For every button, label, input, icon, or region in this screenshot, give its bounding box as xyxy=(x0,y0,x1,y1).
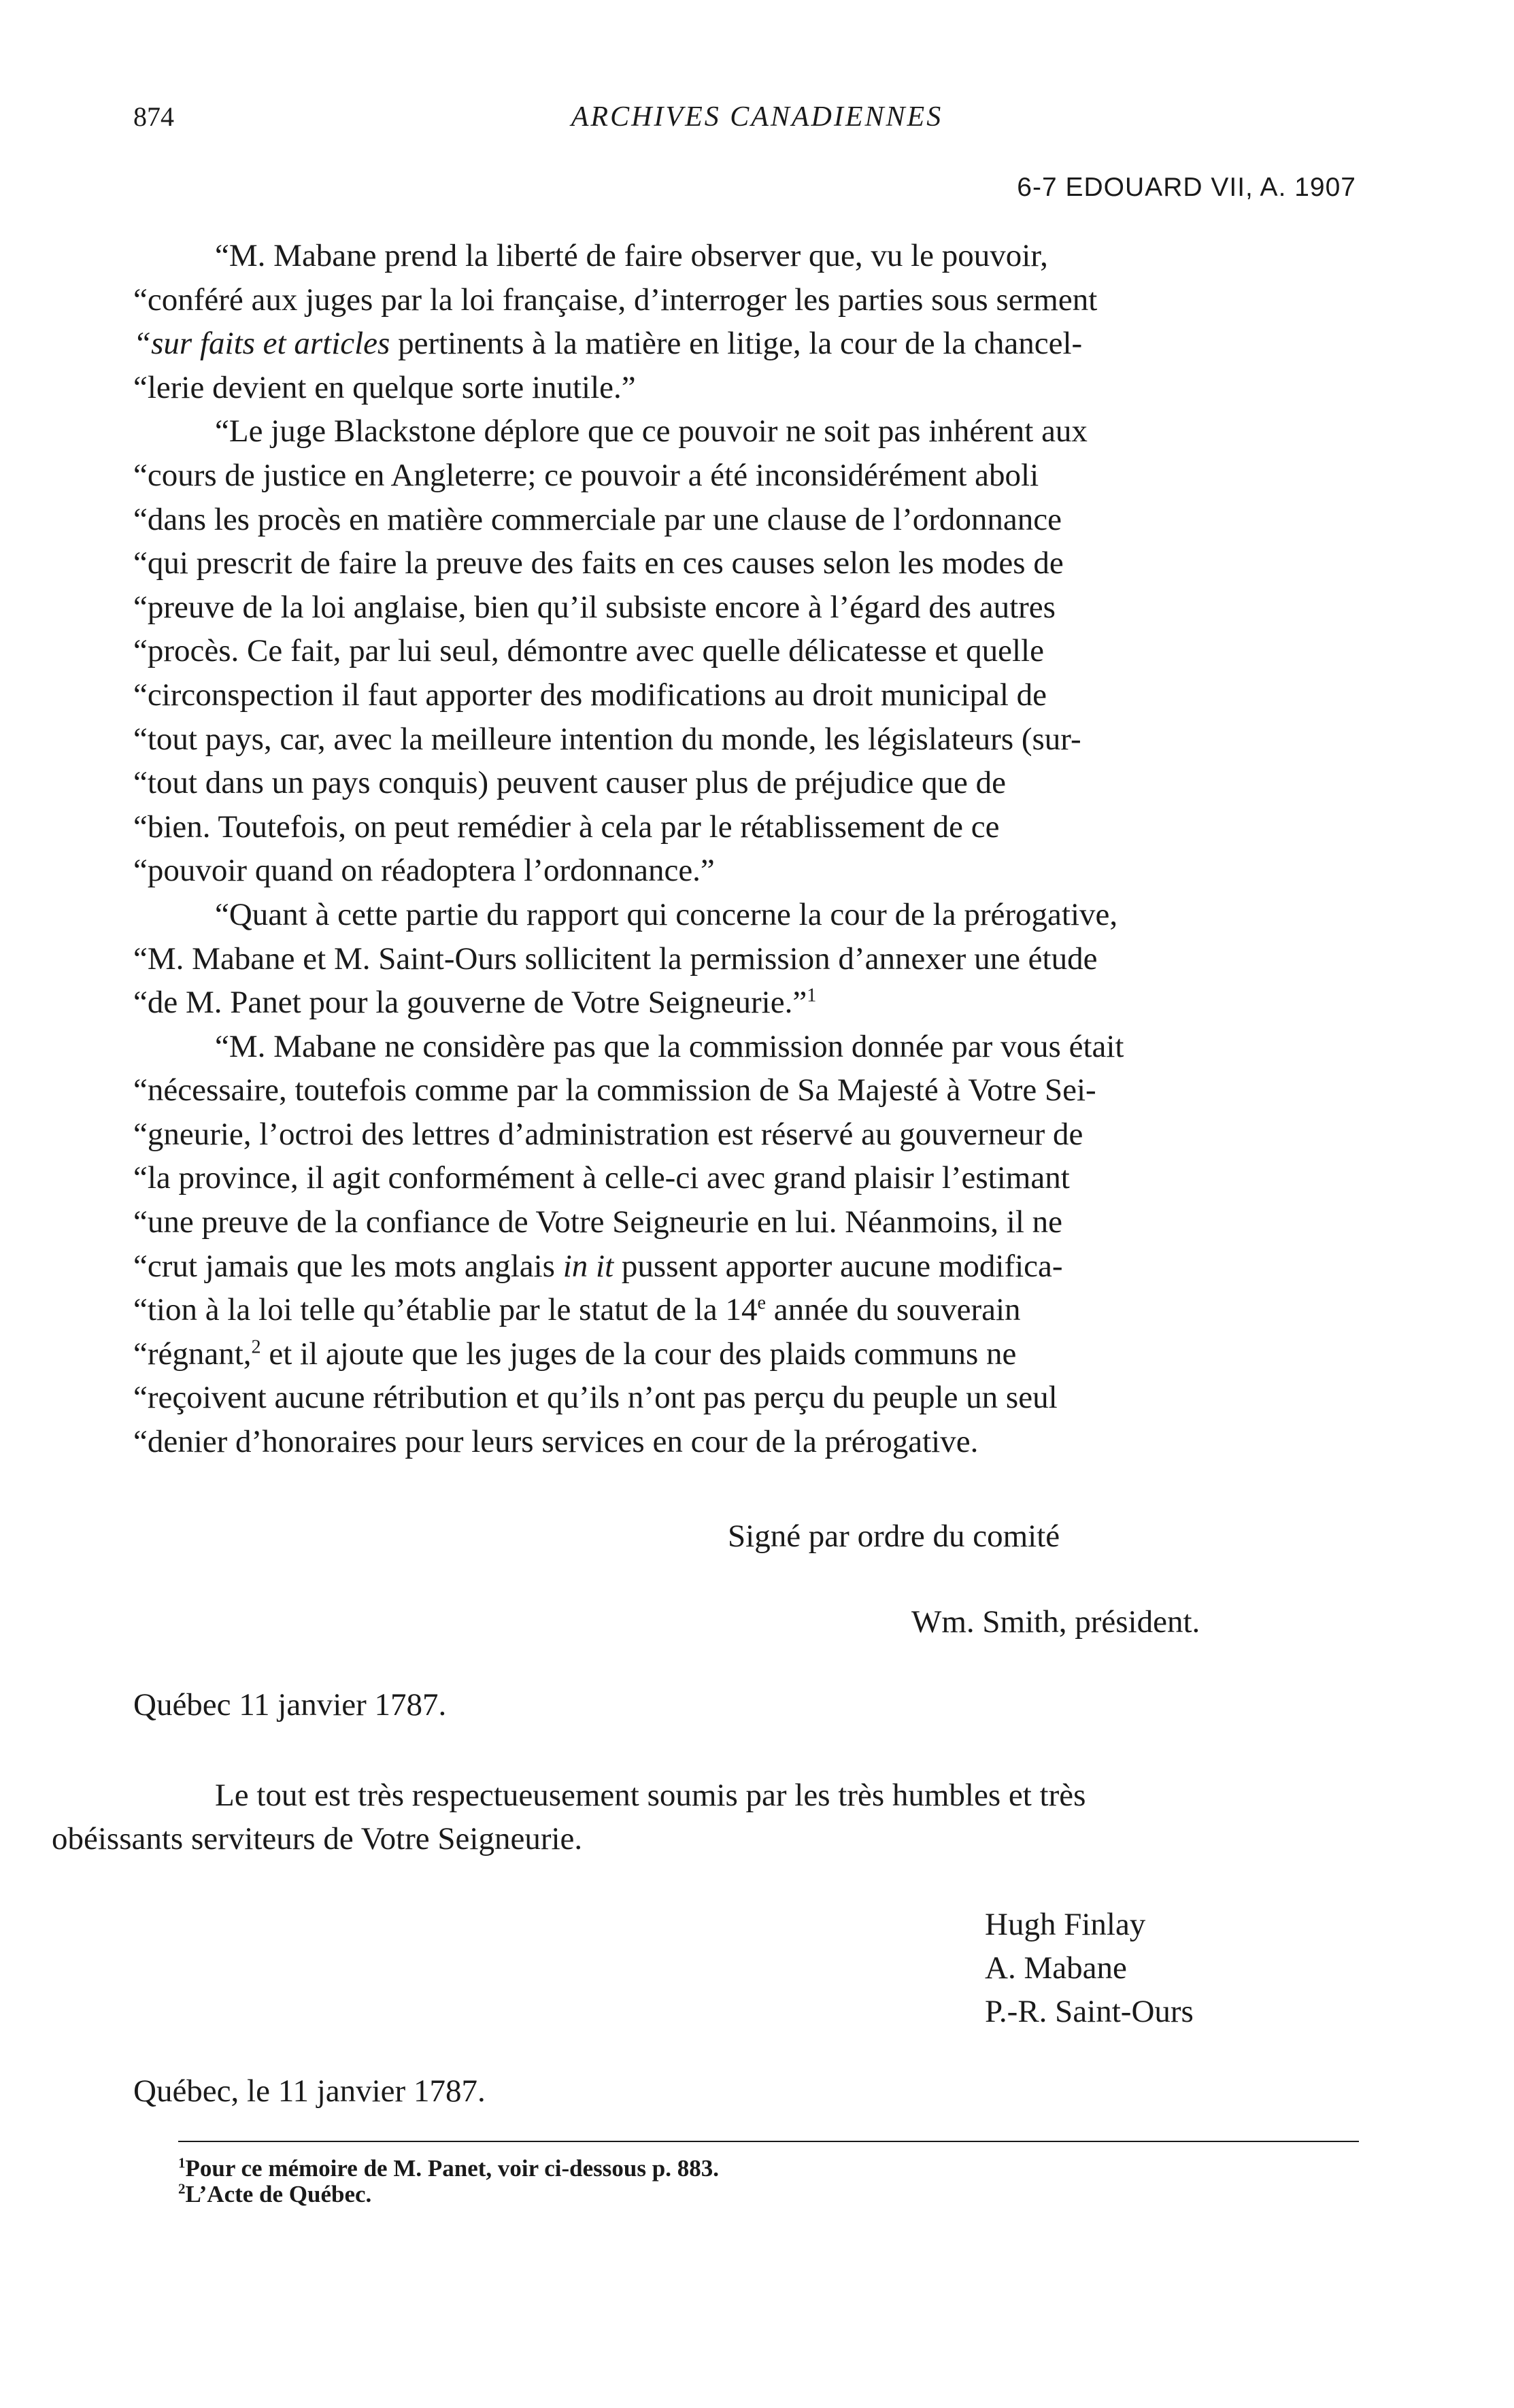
paragraph-2 xyxy=(133,409,1358,893)
text-line: “pouvoir quand on réadoptera l’ordonnance.” xyxy=(133,853,715,889)
text-line: “lerie devient en quelque sorte inutile.” xyxy=(133,369,636,405)
text-line xyxy=(133,1288,1358,1332)
text-fragment: “tion à la loi telle qu’établie par le statut de la 14 xyxy=(133,1292,758,1328)
text-line: “Quant à cette partie du rapport qui concerne la cour de la prérogative, xyxy=(215,896,1118,932)
text-line: “M. Mabane ne considère pas que la commission donnée par vous était xyxy=(215,1028,1124,1064)
text-line xyxy=(133,322,1358,366)
text-line: “reçoivent aucune rétribution et qu’ils n’ont pas perçu du peuple un seul xyxy=(133,1380,1058,1416)
footnote-divider xyxy=(178,2141,1359,2142)
italic-phrase: in it xyxy=(562,1248,614,1284)
footnote-1 xyxy=(178,2156,719,2182)
text-line: “nécessaire, toutefois comme par la commission de Sa Majesté à Votre Sei- xyxy=(133,1072,1096,1108)
signature-name: P.-R. Saint-Ours xyxy=(985,1994,1194,2029)
signatory-name: Wm. Smith, président. xyxy=(911,1604,1200,1640)
closing-text xyxy=(52,1774,1358,1861)
text-line: Le tout est très respectueusement soumis par les très humbles et très xyxy=(215,1778,1086,1813)
text-line: “tout pays, car, avec la meilleure intention du monde, les législateurs (sur- xyxy=(133,721,1081,757)
text-line: “circonspection il faut apporter des modifications au droit municipal de xyxy=(133,677,1047,713)
signed-by-line: Signé par ordre du comité xyxy=(728,1519,1060,1554)
text-line: “la province, il agit conformément à celle-ci avec grand plaisir l’estimant xyxy=(133,1160,1070,1196)
text-line: “preuve de la loi anglaise, bien qu’il subsiste encore à l’égard des autres xyxy=(133,589,1056,625)
italic-phrase: “sur faits et articles xyxy=(133,326,390,362)
text-line: “denier d’honoraires pour leurs services en cour de la prérogative. xyxy=(133,1424,979,1460)
paragraph-4 xyxy=(133,1025,1358,1464)
ordinal-suffix: e xyxy=(757,1292,766,1314)
text-line: “procès. Ce fait, par lui seul, démontre avec quelle délicatesse et quelle xyxy=(133,633,1044,669)
session-label: 6-7 EDOUARD VII, A. 1907 xyxy=(1017,173,1356,202)
text-line: obéissants serviteurs de Votre Seigneurie. xyxy=(52,1821,583,1856)
text-fragment: année du souverain xyxy=(765,1292,1021,1328)
footnote-mark: 2 xyxy=(178,2180,186,2197)
paragraph-3 xyxy=(133,893,1358,1025)
body-text xyxy=(133,234,1358,1464)
text-line: “cours de justice en Angleterre; ce pouvoir a été inconsidérément aboli xyxy=(133,457,1039,493)
text-line: “tout dans un pays conquis) peuvent causer plus de préjudice que de xyxy=(133,765,1006,801)
text-line: “M. Mabane et M. Saint-Ours sollicitent la permission d’annexer une étude xyxy=(133,940,1098,977)
text-line: “dans les procès en matière commerciale par une clause de l’ordonnance xyxy=(133,501,1062,537)
running-title: ARCHIVES CANADIENNES xyxy=(571,101,943,133)
footnote-ref-1: 1 xyxy=(807,985,817,1006)
text-line xyxy=(133,1332,1358,1376)
text-line: “gneurie, l’octroi des lettres d’administration est réservé au gouverneur de xyxy=(133,1116,1083,1152)
signature-name: A. Mabane xyxy=(985,1950,1127,1986)
text-line xyxy=(133,981,1358,1025)
footnote-text: L’Acte de Québec. xyxy=(185,2181,372,2207)
text-line xyxy=(133,1244,1358,1289)
text-line: “M. Mabane prend la liberté de faire observer que, vu le pouvoir, xyxy=(215,238,1048,273)
footnote-text: Pour ce mémoire de M. Panet, voir ci-dessous p. 883. xyxy=(185,2155,719,2182)
date-line-1: Québec 11 janvier 1787. xyxy=(133,1687,447,1723)
text-fragment: “de M. Panet pour la gouverne de Votre Seigneurie.” xyxy=(133,985,807,1021)
text-fragment: pertinents à la matière en litige, la cour de la chancel- xyxy=(390,326,1083,362)
date-line-2: Québec, le 11 janvier 1787. xyxy=(133,2073,486,2109)
text-fragment: pussent apporter aucune modifica- xyxy=(613,1248,1063,1284)
signature-block xyxy=(985,1903,1194,2033)
text-fragment: “crut jamais que les mots anglais xyxy=(133,1248,563,1284)
text-fragment: et il ajoute que les juges de la cour des plaids communs ne xyxy=(260,1336,1017,1372)
paragraph-1 xyxy=(133,234,1358,409)
text-line: “bien. Toutefois, on peut remédier à cela par le rétablissement de ce xyxy=(133,809,1000,845)
signature-name: Hugh Finlay xyxy=(985,1907,1146,1942)
text-line: “qui prescrit de faire la preuve des faits en ces causes selon les modes de xyxy=(133,545,1064,581)
footnote-ref-2: 2 xyxy=(251,1336,261,1358)
text-line: “Le juge Blackstone déplore que ce pouvoir ne soit pas inhérent aux xyxy=(215,413,1088,450)
text-line: “conféré aux juges par la loi française, d’interroger les parties sous serment xyxy=(133,282,1098,318)
footnotes xyxy=(178,2156,719,2207)
closing-paragraph xyxy=(52,1774,1358,1861)
footnote-mark: 1 xyxy=(178,2154,186,2171)
text-line: “une preuve de la confiance de Votre Seigneurie en lui. Néanmoins, il ne xyxy=(133,1204,1063,1240)
text-fragment: “régnant, xyxy=(133,1336,252,1372)
footnote-2 xyxy=(178,2182,719,2207)
page-number: 874 xyxy=(133,101,174,132)
